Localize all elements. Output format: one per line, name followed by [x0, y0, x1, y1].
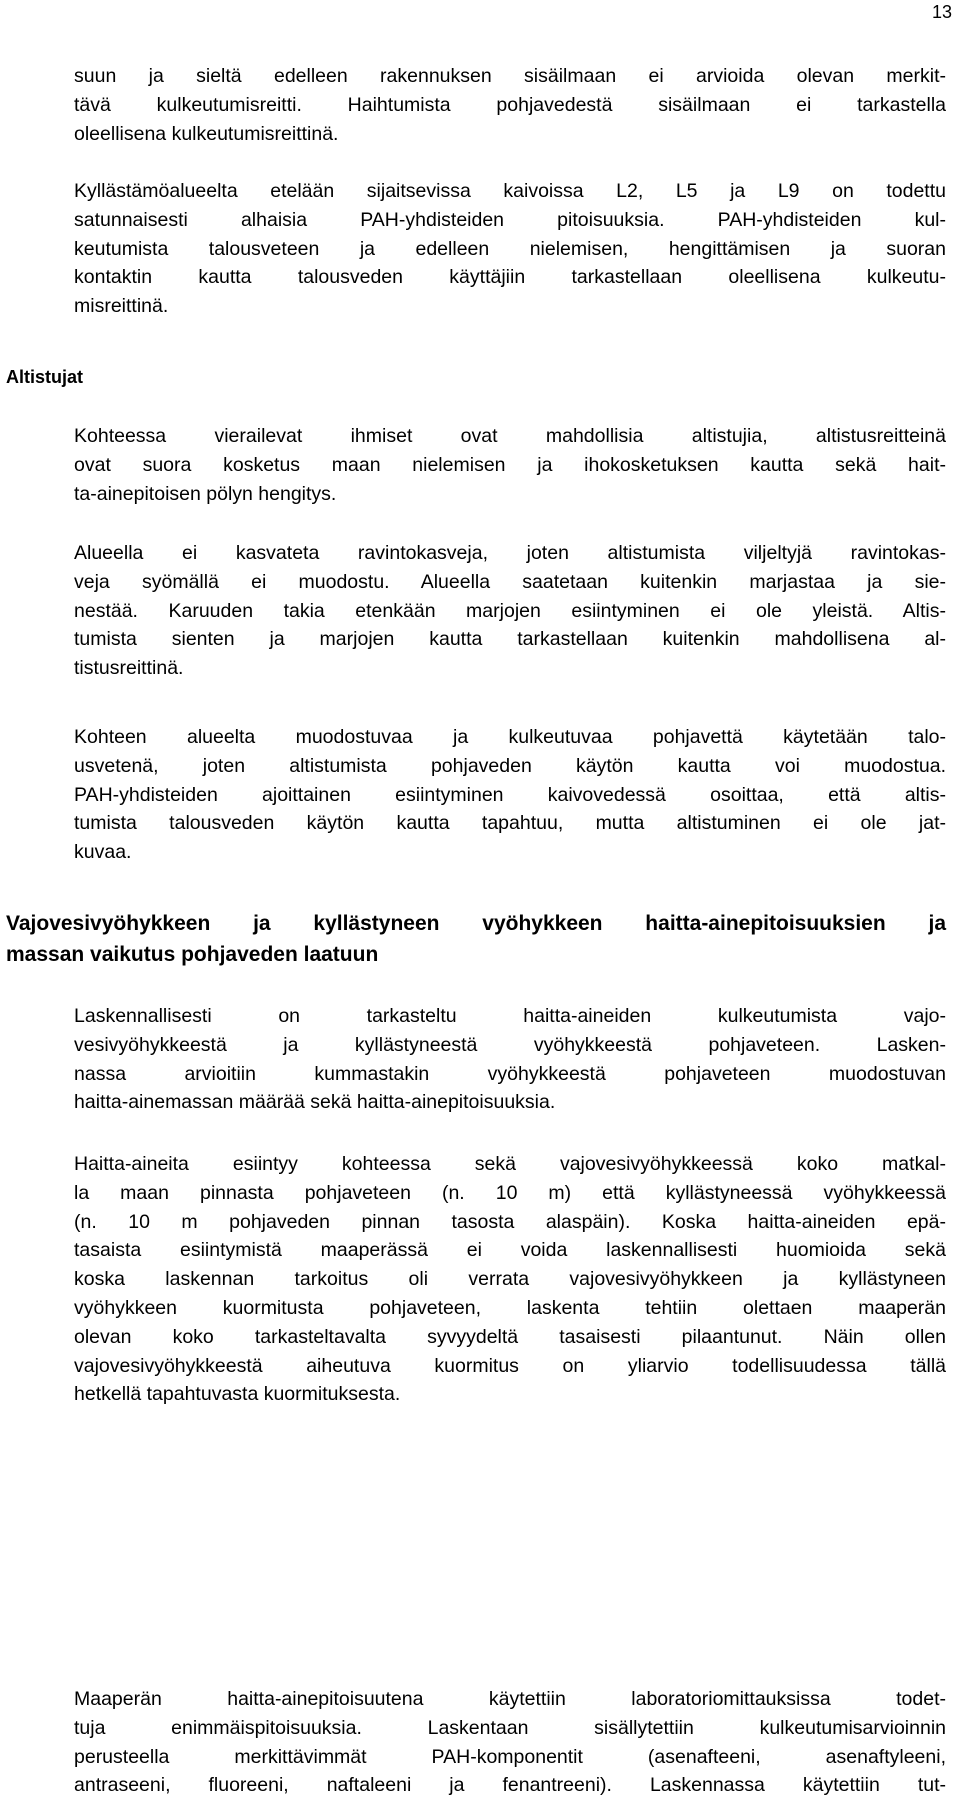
text-line: misreittinä. [74, 295, 169, 318]
text-line: nassa arvioitiin kummastakin vyöhykkeestä pohjaveteen muodostuvan [74, 1062, 946, 1085]
text-line: Kohteen alueelta muodostuvaa ja kulkeutuvaa pohjavettä käytetään talo- [74, 726, 946, 748]
paragraph [74, 1002, 946, 1117]
text-line: tumista sienten ja marjojen kautta tarkastellaan kuitenkin mahdollisena al- [74, 628, 946, 651]
text-line: vesivyöhykkeestä ja kyllästyneestä vyöhykkeestä pohjaveteen. Lasken- [74, 1033, 946, 1056]
text-line: koska laskennan tarkoitus oli verrata vajovesivyöhykkeen ja kyllästyneen [74, 1268, 946, 1291]
text-line: Alueella ei kasvateta ravintokasveja, joten altistumista viljeltyjä ravintokas- [74, 542, 946, 564]
text-line: (n. 10 m pohjaveden pinnan tasosta alaspäin). Koska haitta-aineiden epä- [74, 1210, 946, 1233]
text-line: tuja enimmäispitoisuuksia. Laskentaan sisällytettiin kulkeutumisarvioinnin [74, 1716, 946, 1739]
text-line: Maaperän haitta-ainepitoisuutena käytettiin laboratoriomittauksissa todet- [74, 1688, 946, 1710]
text-line: Haitta-aineita esiintyy kohteessa sekä vajovesivyöhykkeessä koko matkal- [74, 1153, 946, 1175]
text-line: Laskennallisesti on tarkasteltu haitta-aineiden kulkeutumista vajo- [74, 1005, 946, 1027]
text-line: vyöhykkeen kuormitusta pohjaveteen, laskenta tehtiin olettaen maaperän [74, 1296, 946, 1319]
text-line: tumista talousveden käytön kautta tapahtuu, mutta altistuminen ei ole jat- [74, 812, 946, 835]
text-line: kuvaa. [74, 841, 132, 864]
text-line: olevan koko tarkasteltavalta syvyydeltä tasaisesti pilaantunut. Näin ollen [74, 1325, 946, 1348]
text-line: Kohteessa vierailevat ihmiset ovat mahdollisia altistujia, altistusreitteinä [74, 425, 946, 447]
text-line: kontaktin kautta talousveden käyttäjiin tarkastellaan oleellisena kulkeutu- [74, 266, 946, 289]
text-line: vajovesivyöhykkeestä aiheutuva kuormitus on yliarvio todellisuudessa tällä [74, 1354, 946, 1377]
text-line: haitta-ainemassan määrää sekä haitta-ainepitoisuuksia. [74, 1091, 556, 1114]
text-line: usvetenä, joten altistumista pohjaveden käytön kautta voi muodostua. [74, 754, 946, 777]
text-line: nestää. Karuuden takia etenkään marjojen esiintyminen ei ole yleistä. Altis- [74, 599, 946, 622]
text-line: Kyllästämöalueelta etelään sijaitsevissa kaivoissa L2, L5 ja L9 on todettu [74, 180, 946, 202]
text-line: suun ja sieltä edelleen rakennuksen sisäilmaan ei arvioida olevan merkit- [74, 65, 946, 87]
text-line: antraseeni, fluoreeni, naftaleeni ja fenantreeni). Laskennassa käytettiin tut- [74, 1774, 946, 1797]
text-line: PAH-yhdisteiden ajoittainen esiintyminen kaivovedessä osoittaa, että altis- [74, 783, 946, 806]
text-line: ta-ainepitoisen pölyn hengitys. [74, 482, 337, 505]
text-line: tävä kulkeutumisreitti. Haihtumista pohjavedestä sisäilmaan ei tarkastella [74, 93, 946, 116]
paragraph [74, 62, 946, 148]
paragraph [74, 539, 946, 683]
text-line: perusteella merkittävimmät PAH-komponentit (asenafteeni, asenaftyleeni, [74, 1745, 946, 1768]
text-line: keutumista talousveteen ja edelleen nielemisen, hengittämisen ja suoran [74, 237, 946, 260]
section-heading-line: Vajovesivyöhykkeen ja kyllästyneen vyöhykkeen haitta-ainepitoisuuksien ja [6, 912, 946, 935]
paragraph [74, 723, 946, 867]
text-line: la maan pinnasta pohjaveteen (n. 10 m) että kyllästyneessä vyöhykkeessä [74, 1181, 946, 1204]
text-line: oleellisena kulkeutumisreittinä. [74, 122, 339, 145]
paragraph [74, 1685, 946, 1800]
page-number: 13 [931, 2, 952, 22]
text-line: tistusreittinä. [74, 657, 184, 680]
paragraph [74, 1150, 946, 1409]
text-line: hetkellä tapahtuvasta kuormituksesta. [74, 1383, 401, 1406]
paragraph [74, 177, 946, 321]
paragraph [74, 422, 946, 508]
section-heading [6, 908, 946, 970]
text-line: veja syömällä ei muodostu. Alueella saatetaan kuitenkin marjastaa ja sie- [74, 570, 946, 593]
text-line: tasaista esiintymistä maaperässä ei voida laskennallisesti huomioida sekä [74, 1239, 946, 1262]
side-heading-altistujat: Altistujat [6, 367, 84, 387]
text-line: satunnaisesti alhaisia PAH-yhdisteiden pitoisuuksia. PAH-yhdisteiden kul- [74, 208, 946, 231]
section-heading-line: massan vaikutus pohjaveden laatuun [6, 943, 379, 966]
text-line: ovat suora kosketus maan nielemisen ja ihokosketuksen kautta sekä hait- [74, 453, 946, 476]
